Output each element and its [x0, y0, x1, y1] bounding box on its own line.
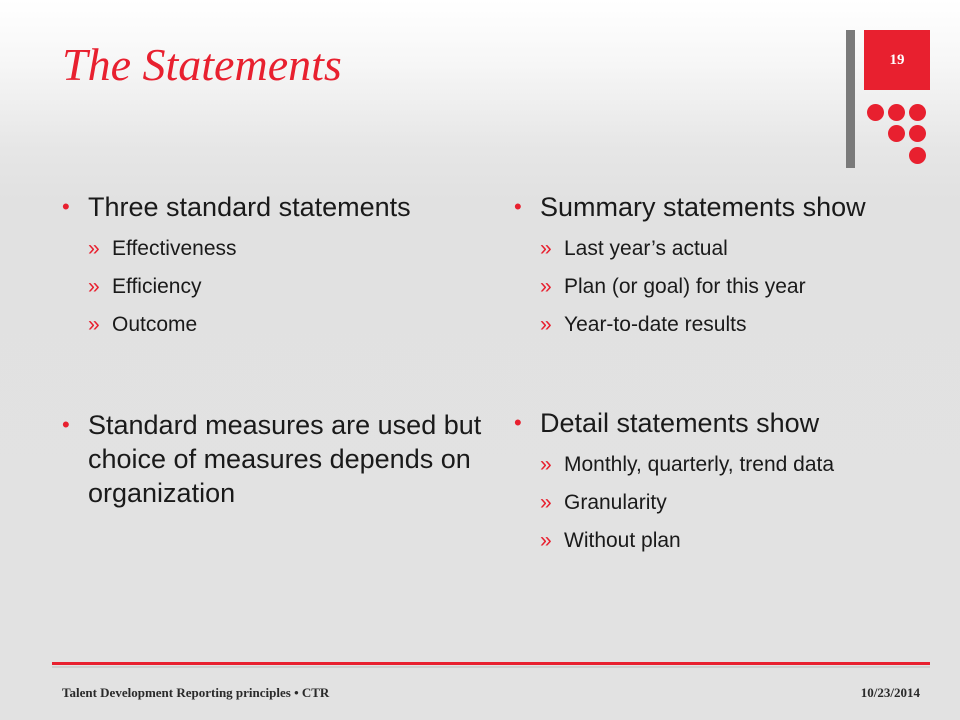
- sub-bullet-list: [540, 446, 914, 560]
- sub-bullet: » Efficiency: [88, 268, 482, 306]
- sub-bullet: » Year-to-date results: [540, 306, 914, 344]
- right-column: [514, 190, 914, 560]
- bullet-text: Three standard statements: [88, 192, 411, 222]
- left-column: [62, 190, 482, 510]
- footer-text: Talent Development Reporting principles • CTR: [62, 685, 330, 700]
- right-bullet-list: [514, 190, 914, 560]
- sub-bullet: » Effectiveness: [88, 230, 482, 268]
- footer-divider-shadow: [52, 666, 930, 668]
- dot: [888, 125, 905, 142]
- sub-bullet: » Last year’s actual: [540, 230, 914, 268]
- sub-bullet-list: [540, 230, 914, 344]
- decorative-gray-bar: [846, 30, 855, 168]
- bullet-summary-statements: [514, 190, 914, 344]
- sub-bullet-list: [88, 230, 482, 344]
- slide-number-box: [864, 30, 930, 90]
- bullet-three-standard-statements: [62, 190, 482, 344]
- bullet-text: Standard measures are used but choice of measures depends on organization: [88, 410, 482, 508]
- left-bullet-list: [62, 190, 482, 510]
- bullet-text: Detail statements show: [540, 408, 820, 438]
- slide-title: The Statements: [62, 39, 342, 90]
- bullet-detail-statements: [514, 406, 914, 560]
- sub-bullet: » Without plan: [540, 522, 914, 560]
- sub-bullet: » Outcome: [88, 306, 482, 344]
- bullet-standard-measures: [62, 408, 482, 510]
- slide-number: 19: [889, 51, 905, 68]
- footer-date: 10/23/2014: [860, 685, 920, 700]
- dot: [909, 147, 926, 164]
- sub-bullet: » Granularity: [540, 484, 914, 522]
- bullet-text: Summary statements show: [540, 192, 866, 222]
- sub-bullet: » Monthly, quarterly, trend data: [540, 446, 914, 484]
- dot: [867, 104, 884, 121]
- footer-divider: [52, 662, 930, 665]
- dot: [909, 104, 926, 121]
- dot: [909, 125, 926, 142]
- sub-bullet: » Plan (or goal) for this year: [540, 268, 914, 306]
- dot: [888, 104, 905, 121]
